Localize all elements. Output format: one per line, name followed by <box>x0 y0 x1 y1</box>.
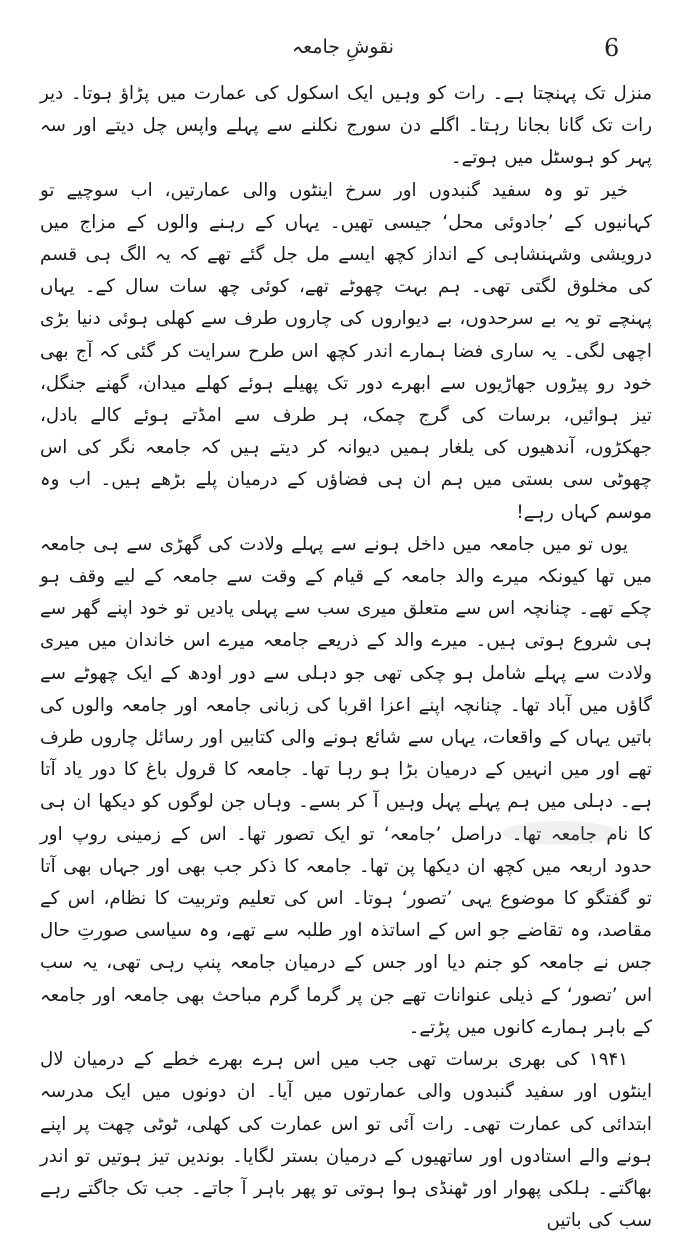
paragraph-1: منزل تک پہنچتا ہے۔ رات کو وہیں ایک اسکول کی عمارت میں پڑاؤ ہوتا۔ دیر رات تک گانا بجانا رہتا۔ اگلے دن سورج نکلنے سے پہلے واپس چل دیتے اور سہ پہر کو ہوسٹل میں ہوتے۔ <box>40 83 652 169</box>
paragraph-2: خیر تو وہ سفید گنبدوں اور سرخ اینٹوں والی عمارتیں، اب سوچیے تو کہانیوں کے ’جادوئی محل‘ جیسی تھیں۔ یہاں کے رہنے والوں کے مزاج میں درویشی وشہنشاہی کے انداز کچھ ایسے مل جل گئے تھے کہ یہ الگ ہی قسم کی مخلوق لگتی تھی۔ ہم بہت چھوٹے تھے، کوئی چھ سات سال کے۔ یہاں پہنچے تو یہ بے سرحدوں، بے دیواروں کی چاروں طرف سے کھلی ہوئی دنیا بڑی اچھی لگی۔ یہ ساری فضا ہمارے اندر کچھ اس طرح سرایت کر گئی کہ آج بھی خود رو پیڑوں جھاڑیوں سے ابھرے دور تک پھیلے ہوئے کھلے میدان، گھنے جنگل، تیز ہوائیں، برسات کی گرج چمک، ہر طرف سے امڈتے ہوئے کالے بادل، جھکڑوں، آندھیوں کی یلغار ہمیں دیوانہ کر دیتے ہیں کہ جامعہ نگر کی اس چھوٹی سی بستی میں ہم ان ہی فضاؤں کے درمیان پلے بڑھے ہیں۔ اب وہ موسم کہاں رہے! <box>40 179 652 523</box>
body-text <box>40 78 652 1232</box>
running-head <box>0 34 686 64</box>
paragraph-4: ۱۹۴۱ کی بھری برسات تھی جب میں اس ہرے بھرے خطے کے درمیان لال اینٹوں اور سفید گنبدوں والی عمارتوں میں آیا۔ ان دونوں میں ایک مدرسہ ابتدائی کی عمارت تھی۔ رات آئی تو اس عمارت کی کھلی، ٹوٹی چھت پر اپنے ہونے والے استادوں اور ساتھیوں کے درمیان بستر لگایا۔ بوندیں تیز ہوتیں تو اندر بھاگتے۔ ہلکی پھوار اور ٹھنڈی ہوا ہوتی تو پھر باہر آ جاتے۔ جب تک جاگتے رہے سب کی باتیں <box>40 1049 652 1232</box>
page-number: 6 <box>604 34 620 62</box>
paragraph-3: یوں تو میں جامعہ میں داخل ہونے سے پہلے ولادت کی گھڑی سے ہی جامعہ میں تھا کیونکہ میرے والد جامعہ کے قیام کے وقت سے جامعہ کے لیے وقف ہو چکے تھے۔ چنانچہ اس سے متعلق میری سب سے پہلی یادیں تو خود اپنے گھر سے ہی شروع ہوتی ہیں۔ میرے والد کے ذریعے جامعہ میرے اس خاندان میں میری ولادت سے پہلے شامل ہو چکی تھی جو دہلی سے دور اودھ کے ایک چھوٹے سے گاؤں میں آباد تھا۔ چنانچہ اپنے اعزا اقربا کی زبانی جامعہ اور جامعہ والوں کی باتیں یہاں کے واقعات، یہاں سے شائع ہونے والی کتابیں اور رسائل چاروں طرف تھے اور میں انہیں کے درمیان بڑا ہو رہا تھا۔ جامعہ کا قرول باغ کا دور یاد آتا ہے۔ دہلی میں ہم پہلے پہل وہیں آ کر بسے۔ وہاں جن لوگوں کو دیکھا ان ہی کا نام جامعہ تھا۔ دراصل ’جامعہ‘ تو ایک تصور تھا۔ اس کے زمینی روپ اور حدود اربعہ میں کچھ ان دیکھا پن تھا۔ جامعہ کا ذکر جب بھی اور جہاں بھی آتا تو گفتگو کا موضوع یہی ’تصور‘ ہوتا۔ اس کی تعلیم وتربیت کا نظام، اس کے مقاصد، وہ تقاضے جو اس کے اساتذہ اور طلبہ سے تھے، وہ سیاسی صورتِ حال جس نے جامعہ کو جنم دیا اور جس کے درمیان جامعہ پنپ رہی تھی، یہ سب اس ’تصور‘ کے ذیلی عنوانات تھے جن پر گرما گرم مباحث بھی جامعہ اور جامعہ کے باہر ہمارے کانوں میں پڑتے۔ <box>40 533 652 1038</box>
page-title: نقوشِ جامعہ <box>292 36 394 58</box>
paper-smudge <box>500 818 620 848</box>
